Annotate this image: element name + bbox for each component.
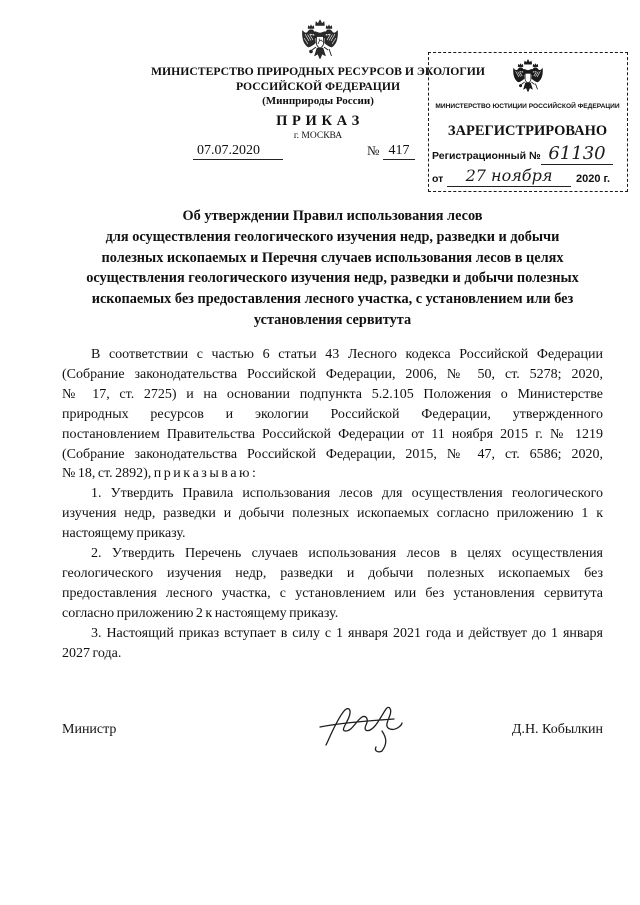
stamp-registration-number: 61130 xyxy=(541,143,613,165)
order-item-2 xyxy=(62,544,603,624)
stamp-date-prefix: от xyxy=(432,173,444,185)
title-line: осуществления геологического изучения недр, разведки и добычи полезных xyxy=(86,270,579,287)
preamble-paragraph xyxy=(62,345,603,484)
stamp-authority: МИНИСТЕРСТВО ЮСТИЦИИ РОССИЙСКОЙ ФЕДЕРАЦИИ xyxy=(435,103,620,110)
item-line: геологического изучения недр, разведки и добычи полезных ископаемых без xyxy=(62,565,603,581)
item-line: согласно приложению 2 к настоящему приказу. xyxy=(62,605,339,621)
preamble-line: № 17, ст. 2725) и на основании подпункта 5.2.105 Положения о Министерстве xyxy=(62,386,603,402)
signature xyxy=(316,697,406,755)
stamp-registration-label: Регистрационный № xyxy=(432,150,541,162)
coat-of-arms-icon xyxy=(300,18,340,64)
stamp-status: ЗАРЕГИСТРИРОВАНО xyxy=(447,123,608,139)
preamble-line: № 18, ст. 2892), п р и к а з ы в а ю : xyxy=(62,466,256,482)
item-line: предоставления лесного участка, с установлением или без установления сервитута xyxy=(62,585,603,601)
order-item-1 xyxy=(62,484,603,544)
title-line: Об утверждении Правил использования лесов xyxy=(182,208,483,224)
item-line: 2. Утвердить Перечень случаев использования лесов в целях осуществления xyxy=(91,546,603,562)
order-item-3 xyxy=(62,624,603,664)
stamp-coat-of-arms-icon xyxy=(511,58,545,96)
preamble-line: (Собрание законодательства Российской Федерации, 2006, № 50, ст. 5278; 2020, xyxy=(62,366,603,382)
ministry-name-line2: РОССИЙСКОЙ ФЕДЕРАЦИИ xyxy=(235,80,401,93)
document-number: 417 xyxy=(383,143,415,160)
registration-stamp xyxy=(428,52,628,192)
number-sign: № xyxy=(367,143,380,158)
stamp-date-day-month: 27 ноября xyxy=(447,166,571,187)
ministry-short-name: (Минприроды России) xyxy=(262,95,374,107)
ministry-name-line1: МИНИСТЕРСТВО ПРИРОДНЫХ РЕСУРСОВ И ЭКОЛОГИИ xyxy=(151,65,485,78)
preamble-line: В соответствии с частью 6 статьи 43 Лесного кодекса Российской Федерации xyxy=(91,347,603,362)
preamble-line: (Собрание законодательства Российской Федерации, 2015, № 47, ст. 6586; 2020, xyxy=(62,446,603,462)
signatory-position: Министр xyxy=(62,722,117,737)
document-date: 07.07.2020 xyxy=(193,143,283,160)
item-line: настоящему приказу. xyxy=(62,526,186,542)
title-line: ископаемых без предоставления лесного участка, с установлением или без xyxy=(91,291,574,308)
document-body xyxy=(62,345,603,664)
preamble-line: природных ресурсов и экологии Российской Федерации, утвержденного xyxy=(62,406,603,422)
document-type: П Р И К А З xyxy=(276,113,360,129)
item-line: 1. Утвердить Правила использования лесов для осуществления геологического xyxy=(91,486,603,502)
item-line: изучения недр, разведки и добычи полезных ископаемых согласно приложению 1 к xyxy=(62,506,603,522)
document-city: г. МОСКВА xyxy=(293,131,343,141)
document-title xyxy=(62,206,603,331)
stamp-date-year: 2020 г. xyxy=(576,173,611,185)
signatory-name: Д.Н. Кобылкин xyxy=(511,722,603,737)
item-line: 3. Настоящий приказ вступает в силу с 1 января 2021 года и действует до 1 января xyxy=(91,625,603,641)
title-line: установления сервитута xyxy=(253,311,412,328)
preamble-line: постановлением Правительства Российской Федерации от 11 ноября 2015 г. № 1219 xyxy=(62,426,603,442)
title-line: полезных ископаемых и Перечня случаев использования лесов в целях xyxy=(101,249,564,266)
item-line: 2027 года. xyxy=(62,645,122,661)
title-line: для осуществления геологического изучения недр, разведки и добычи xyxy=(105,228,560,245)
